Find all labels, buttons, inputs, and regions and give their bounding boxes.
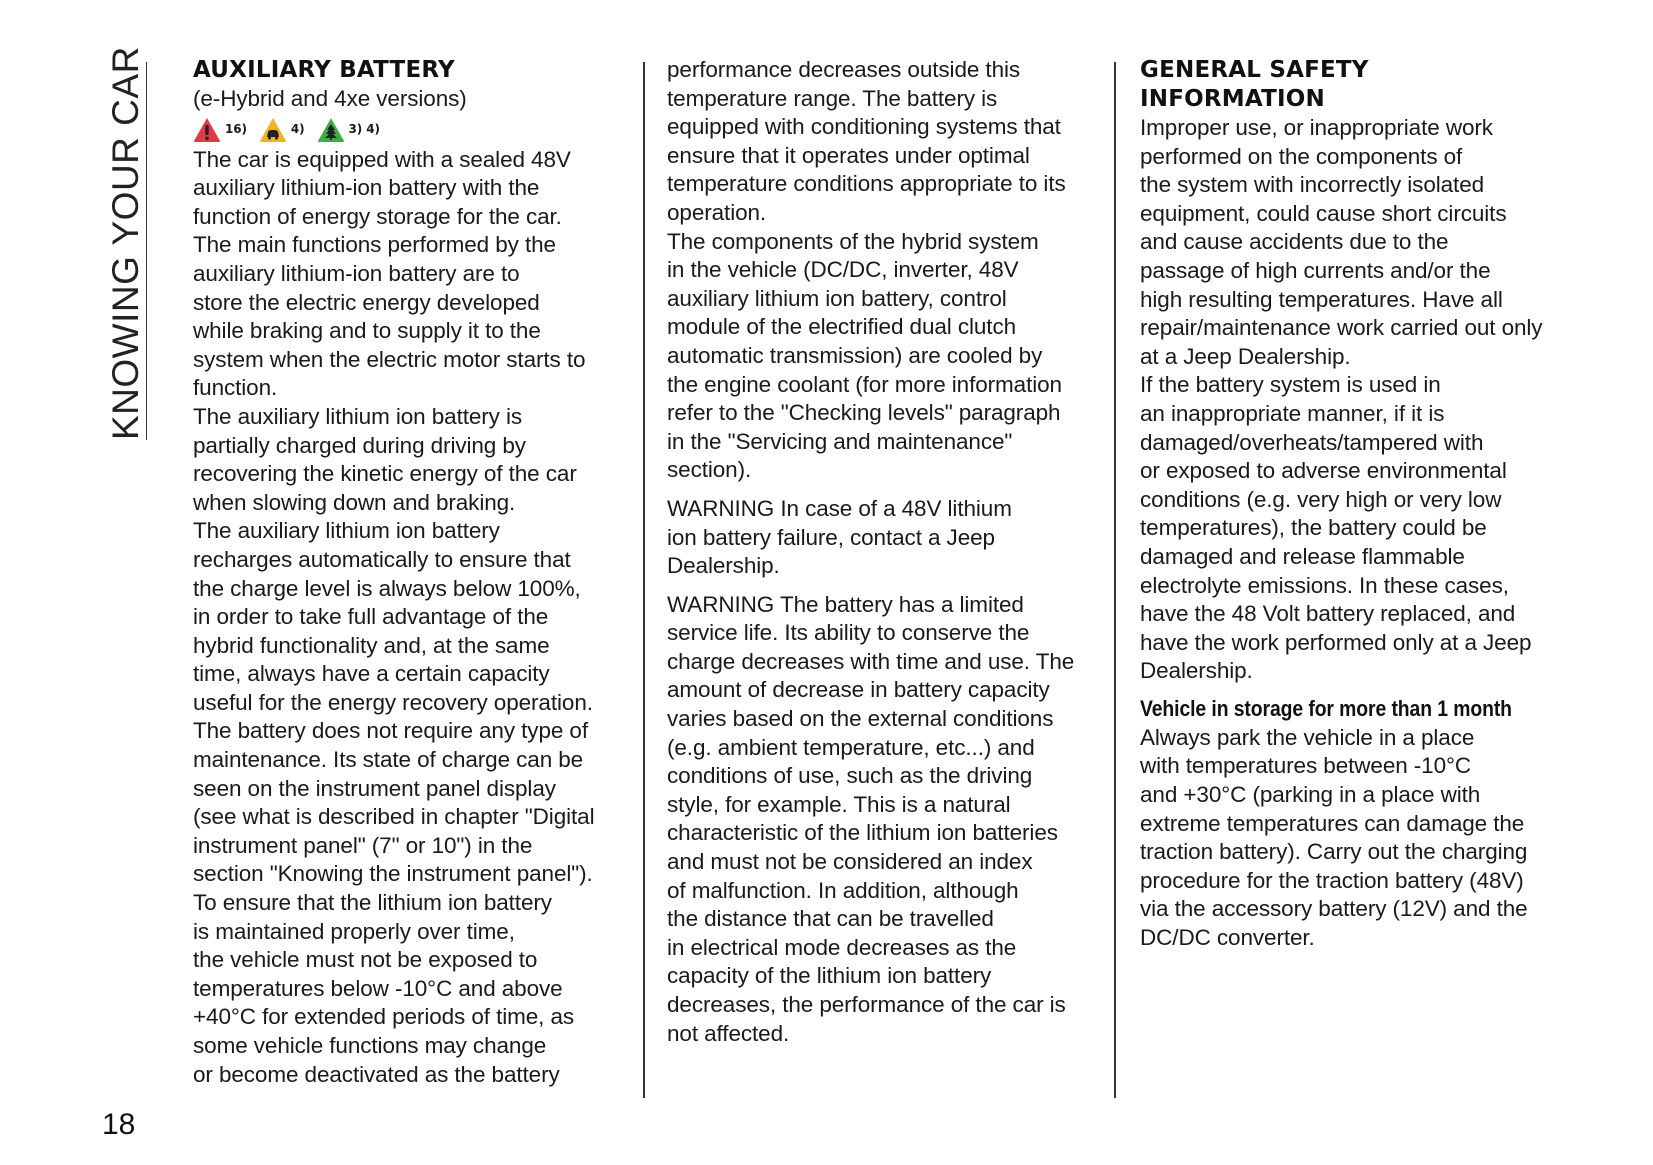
subtitle-versions: (e-Hybrid and 4xe versions) [193, 86, 467, 111]
heading-general-safety: GENERAL SAFETY INFORMATION [1140, 57, 1369, 112]
paragraph: The auxiliary lithium ion battery recharges automatically to ensure that the charge level is always below 100%, in order to take full advantage of the hybrid functionality and, at the same time, always have a certain capacity useful for the energy recovery operation. [193, 518, 593, 715]
warning-battery-life: WARNING The battery has a limited service life. Its ability to conserve the charge decreases with time and use. The amount of decrease in battery capacity varies based on the external conditions (e.g. ambient temperature, etc...) and conditions of use, such as the driving style, for example. This is a natural characteristic of the lithium ion batteries and must not be considered an index of malfunction. In addition, although the distance that can be travelled in electrical mode decreases as the capacity of the lithium ion battery decreases, the performance of the car is not affected. [667, 591, 1075, 1046]
footnote-ref: 16) [225, 122, 247, 137]
paragraph: The battery does not require any type of maintenance. Its state of charge can be seen on the instrument panel display (see what is described in chapter "Digital instrument panel" (7" or 10") in the section "Knowing the instrument panel"). [193, 718, 595, 887]
paragraph: Always park the vehicle in a place with temperatures between -10°C and +30°C (parking in a place with extreme temperatures can damage the traction battery). Carry out the charging procedure for the traction battery (48V) via the accessory battery (12V) and the DC/DC converter. [1140, 724, 1528, 951]
paragraph: To ensure that the lithium ion battery is maintained properly over time, the vehicle must not be exposed to temperatures below -10°C and above +40°C for extended periods of time, as some vehicle functions may change or become deactivated as the battery [193, 890, 575, 1087]
column-divider [1114, 62, 1116, 1098]
section-side-tab [100, 46, 147, 440]
environment-tree-icon [317, 117, 345, 143]
paragraph: The auxiliary lithium ion battery is partially charged during driving by recovering the kinetic energy of the car when slowing down and braking. [193, 403, 577, 515]
subheading-vehicle-storage: Vehicle in storage for more than 1 month [1140, 695, 1512, 721]
column-continued [667, 56, 1097, 1048]
footnote-ref: 4) [290, 122, 305, 137]
footnote-ref: 3) 4) [348, 122, 380, 137]
section-title: KNOWING YOUR CAR [105, 46, 146, 440]
warning-icon-row [193, 114, 623, 146]
column-divider [643, 62, 645, 1098]
paragraph: The car is equipped with a sealed 48V auxiliary lithium-ion battery with the function of energy storage for the car. [193, 146, 571, 229]
paragraph: If the battery system is used in an inappropriate manner, if it is damaged/overheats/tampered with or exposed to adverse environmental conditions (e.g. very high or very low temperatures), the battery could be damaged and release flammable electrolyte emissions. In these cases, have the 48 Volt battery replaced, and have the work performed only at a Jeep Dealership. [1140, 372, 1532, 684]
danger-warning-icon [193, 117, 221, 143]
column-auxiliary-battery [193, 56, 623, 1089]
warning-battery-failure: WARNING In case of a 48V lithium ion battery failure, contact a Jeep Dealership. [667, 495, 1012, 579]
paragraph: The main functions performed by the auxiliary lithium-ion battery are to store the electric energy developed while braking and to supply it to the system when the electric motor starts to function. [193, 232, 586, 401]
page-number: 18 [102, 1108, 136, 1141]
heading-auxiliary-battery: AUXILIARY BATTERY [193, 57, 455, 83]
vehicle-caution-icon [259, 117, 287, 143]
paragraph: Improper use, or inappropriate work performed on the components of the system with incorrectly isolated equipment, could cause short circuits and cause accidents due to the passage of high currents and/or the high resulting temperatures. Have all repair/maintenance work carried out only at a Jeep Dealership. [1140, 115, 1543, 369]
column-general-safety [1140, 56, 1580, 953]
paragraph: performance decreases outside this temperature range. The battery is equipped with conditioning systems that ensure that it operates under optimal temperature conditions appropriate to its operation. [667, 57, 1066, 225]
paragraph: The components of the hybrid system in the vehicle (DC/DC, inverter, 48V auxiliary lithium ion battery, control module of the electrified dual clutch automatic transmission) are cooled by the engine coolant (for more information refer to the "Checking levels" paragraph in the "Servicing and maintenance" section). [667, 228, 1062, 483]
